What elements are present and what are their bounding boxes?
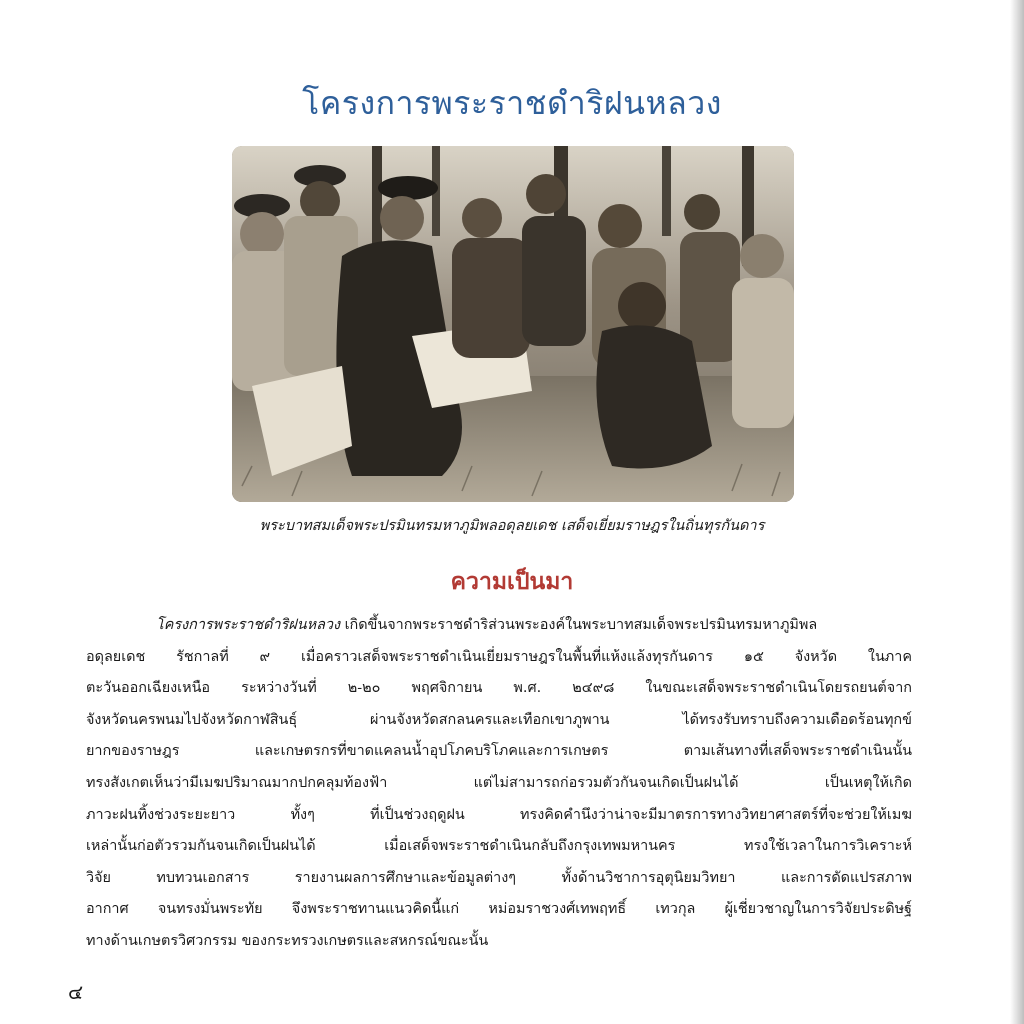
paragraph-line-6: ทรงสังเกตเห็นว่ามีเมฆปริมาณมากปกคลุมท้องฟ้า แต่ไม่สามารถก่อรวมตัวกันจนเกิดเป็นฝนได้ เป็นเหตุให้เกิด (86, 774, 912, 791)
paragraph-line-7: ภาวะฝนทิ้งช่วงระยะยาว ทั้งๆ ที่เป็นช่วงฤดูฝน ทรงคิดคำนึงว่าน่าจะมีมาตรการทางวิทยาศาสตร์ที่จะช่วยให้เมฆ (86, 806, 912, 823)
paragraph-line-1-text: เกิดขึ้นจากพระราชดำริส่วนพระองค์ในพระบาทสมเด็จพระปรมินทรมหาภูมิพล (340, 617, 818, 633)
paragraph-line-2: อดุลยเดช รัชกาลที่ ๙ เมื่อคราวเสด็จพระราชดำเนินเยี่ยมราษฎรในพื้นที่แห้งแล้งทุรกันดาร ๑๕ จังหวัด ในภาค (86, 648, 912, 665)
paragraph-line-8: เหล่านั้นก่อตัวรวมกันจนเกิดเป็นฝนได้ เมื่อเสด็จพระราชดำเนินกลับถึงกรุงเทพมหานคร ทรงใช้เวลาในการวิเคราะห์ (86, 838, 912, 855)
page-number: ๔ (68, 980, 84, 1004)
paragraph-line-5: ยากของราษฎร และเกษตรกรที่ขาดแคลนน้ำอุปโภคบริโภคและการเกษตร ตามเส้นทางที่เสด็จพระราชดำเนินนั้น (86, 743, 912, 760)
paragraph-line-10: อากาศ จนทรงมั่นพระทัย จึงพระราชทานแนวคิดนี้แก่ หม่อมราชวงศ์เทพฤทธิ์ เทวกุล ผู้เชี่ยวชาญในการวิจัยประดิษฐ์ (86, 901, 912, 918)
paragraph-line-3: ตะวันออกเฉียงเหนือ ระหว่างวันที่ ๒-๒๐ พฤศจิกายน พ.ศ. ๒๔๙๘ ในขณะเสด็จพระราชดำเนินโดยรถยนต์จาก (86, 680, 912, 697)
photo-caption: พระบาทสมเด็จพระปรมินทรมหาภูมิพลอดุลยเดช เสด็จเยี่ยมราษฎรในถิ่นทุรกันดาร (259, 518, 765, 534)
page-gutter-shadow (1010, 0, 1024, 1024)
paragraph-lead-italic: โครงการพระราชดำริฝนหลวง (156, 617, 340, 633)
paragraph-line-1 (156, 610, 912, 642)
photo-illustration (232, 146, 794, 502)
paragraph-line-4: จังหวัดนครพนมไปจังหวัดกาฬสินธุ์ ผ่านจังหวัดสกลนครและเทือกเขาภูพาน ได้ทรงรับทราบถึงความเดือดร้อนทุกข์ (86, 711, 912, 728)
paragraph-line-9: วิจัย ทบทวนเอกสาร รายงานผลการศึกษาและข้อมูลต่างๆ ทั้งด้านวิชาการอุตุนิยมวิทยา และการดัดแปรสภาพ (86, 869, 912, 886)
body-paragraph (86, 610, 912, 958)
historical-photo (232, 146, 794, 502)
section-heading: ความเป็นมา (450, 569, 574, 595)
paragraph-line-11: ทางด้านเกษตรวิศวกรรม ของกระทรวงเกษตรและสหกรณ์ขณะนั้น (86, 932, 489, 949)
page-title: โครงการพระราชดำริฝนหลวง (302, 84, 722, 122)
